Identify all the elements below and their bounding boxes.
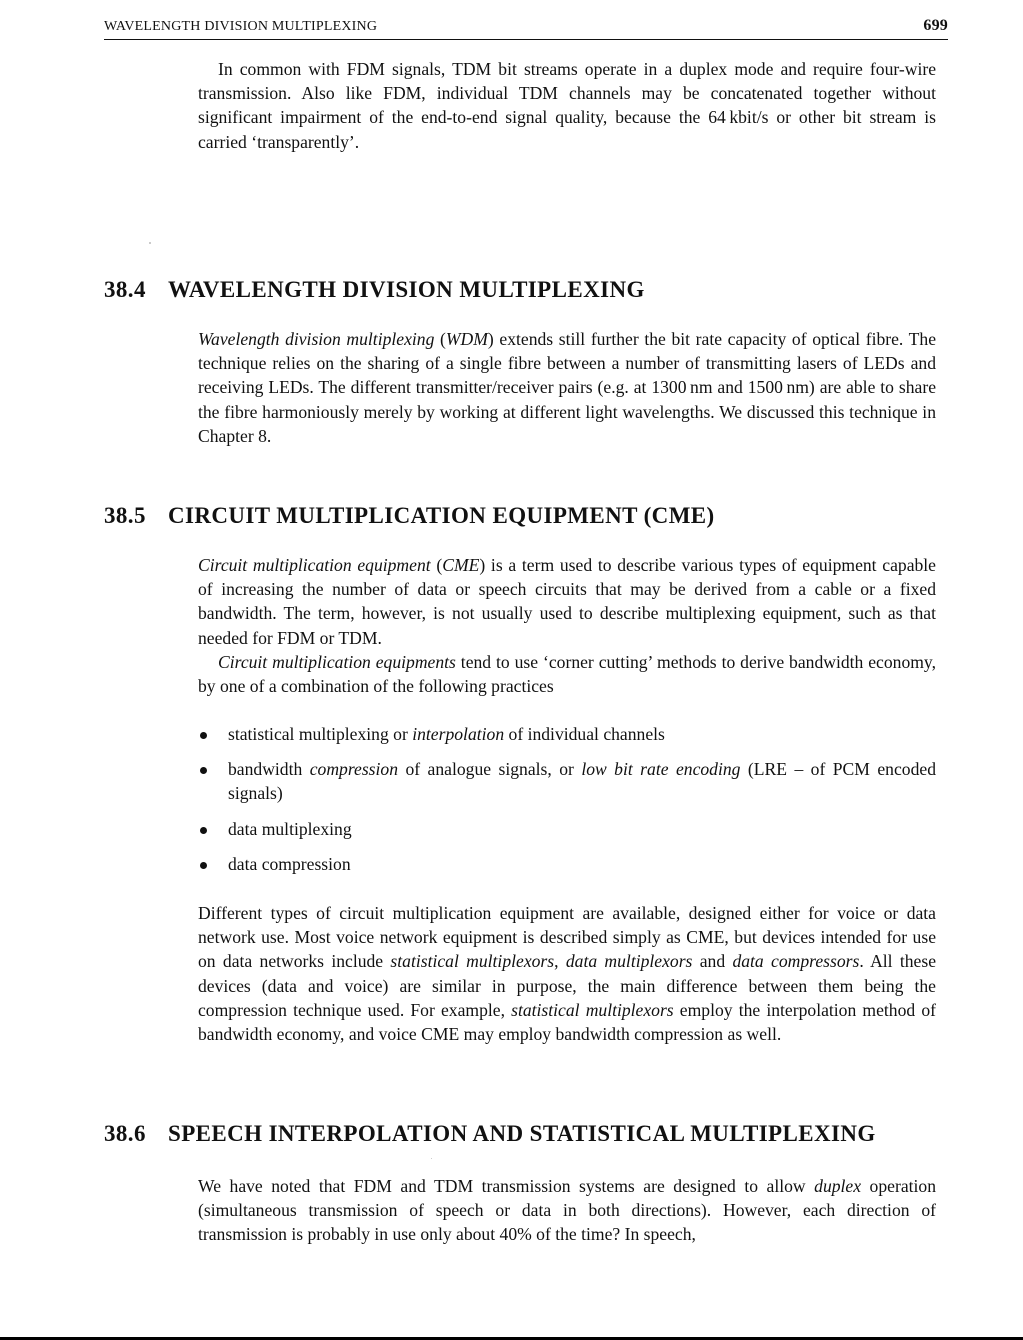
- list-item-text: data multiplexing: [228, 818, 352, 839]
- scan-speck: [431, 1158, 432, 1159]
- bullet-icon: [200, 827, 207, 834]
- running-head-title: WAVELENGTH DIVISION MULTIPLEXING: [104, 19, 378, 34]
- list-item-text: data compression: [228, 853, 351, 874]
- bullet-icon: [200, 732, 207, 739]
- page-number: 699: [923, 17, 948, 34]
- list-item: [198, 722, 936, 746]
- section-number: 38.5: [104, 503, 146, 528]
- list-item: [198, 757, 936, 805]
- cme-paragraph-2: Circuit multiplication equipments tend to use ‘corner cutting’ methods to derive bandwidth economy, by one of a combination of the following practices: [198, 652, 936, 697]
- speech-paragraph: We have noted that FDM and TDM transmission systems are designed to allow duplex operation (simultaneous transmission of speech or data in both directions). However, each direction of transmission is probably in use only about 40% of the time? In speech,: [198, 1176, 937, 1245]
- scan-speck: [149, 242, 151, 244]
- wdm-paragraph: Wavelength division multiplexing (WDM) extends still further the bit rate capacity of optical fibre. The technique relies on the sharing of a single fibre between a number of transmitting lasers of LEDs and receiving LEDs. The different transmitter/receiver pairs (e.g. at 1300 nm and 1500 nm) are able to share the fibre harmoniously merely by working at different light wavelengths. We discussed this technique in Chapter 8.: [198, 329, 936, 446]
- practices-list: [198, 722, 936, 887]
- intro-paragraph: In common with FDM signals, TDM bit streams operate in a duplex mode and require four-wire transmission. Also like FDM, individual TDM channels may be concatenated together without significant impairment of the end-to-end signal quality, because the 64 kbit/s or other bit stream is carried ‘transparently’.: [198, 59, 936, 152]
- section-number: 38.6: [104, 1121, 146, 1146]
- bullet-icon: [200, 767, 207, 774]
- cme-paragraph-1: Circuit multiplication equipment (CME) is a term used to describe various types of equipment capable of increasing the number of data or speech circuits that may be derived from a cable or a fixed bandwidth. The term, however, is not usually used to describe multiplexing equipment, such as that needed for FDM or TDM.: [198, 555, 936, 648]
- list-item-text: statistical multiplexing or interpolation of individual channels: [228, 724, 665, 744]
- cme-closing-paragraph: Different types of circuit multiplication equipment are available, designed either for voice or data network use. Most voice network equipment is described simply as CME, but devices intended for use on data networks include statistical multiplexors, data multiplexors and data compressors. All these devices (data and voice) are similar in purpose, the main difference between them being the compression technique used. For example, statistical multiplexors employ the interpolation method of bandwidth economy, and voice CME may employ bandwidth compression as well.: [198, 903, 937, 1045]
- section-heading-38-4: [104, 277, 964, 303]
- section-title: CIRCUIT MULTIPLICATION EQUIPMENT (CME): [168, 503, 715, 528]
- section-title: WAVELENGTH DIVISION MULTIPLEXING: [168, 277, 645, 302]
- list-item: [198, 852, 936, 876]
- section-heading-38-6: [104, 1121, 964, 1147]
- section-heading-38-5: [104, 503, 964, 529]
- section-number: 38.4: [104, 277, 146, 302]
- list-item-text: bandwidth compression of analogue signals, or low bit rate encoding (LRE – of PCM encoded signals): [228, 759, 936, 804]
- section-title: SPEECH INTERPOLATION AND STATISTICAL MULTIPLEXING: [168, 1121, 876, 1146]
- bullet-icon: [200, 862, 207, 869]
- running-head: [104, 17, 948, 40]
- list-item: [198, 817, 936, 841]
